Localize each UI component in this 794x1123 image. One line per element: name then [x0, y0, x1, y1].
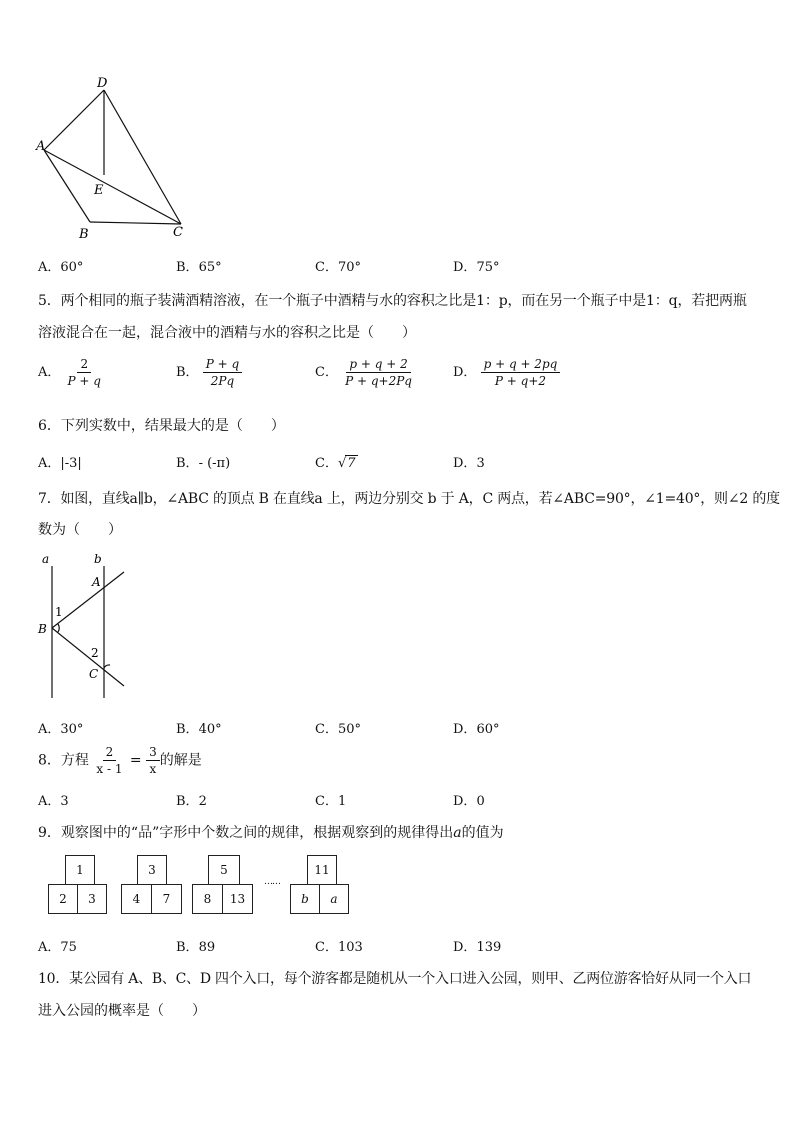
- q5-option-d[interactable]: D． $\frac{p + q + 2pq}{P + q+2}$: [453, 357, 560, 388]
- q9-stem: 9．观察图中的“品”字形中个数之间的规律，根据观察到的规律得出a的值为: [38, 825, 504, 841]
- q9-group-2-top: 3: [137, 855, 167, 885]
- q9-group-2-left: 4: [121, 884, 152, 914]
- q9-group-2-right: 7: [151, 884, 182, 914]
- q8-rhs-fraction: $\frac{3}{x}$: [146, 745, 160, 776]
- q9-group-4-top: 11: [307, 855, 337, 885]
- q5-stem-line1: 5．两个相同的瓶子装满酒精溶液，在一个瓶子中酒精与水的容积之比是1：p，而在另一个瓶子中是1：q，若把两瓶: [38, 293, 747, 309]
- q9-option-c[interactable]: C．103: [315, 940, 363, 955]
- q7-stem-line1: 7．如图，直线a∥b，∠ABC 的顶点 B 在直线a 上，两边分别交 b 于 A，C 两点，若∠ABC=90°，∠1=40°，则∠2 的度: [38, 491, 780, 507]
- q7-label-C: C: [89, 667, 99, 681]
- q9-group-3-left: 8: [192, 884, 223, 914]
- q5-option-b[interactable]: B． $\frac{P + q}{2Pq}$: [176, 357, 242, 388]
- q7-figure: [32, 548, 132, 703]
- q7-option-d[interactable]: D．60°: [453, 722, 500, 737]
- q4-label-B: B: [79, 227, 89, 242]
- q6-option-c[interactable]: C．√7: [315, 456, 356, 471]
- q4-option-c[interactable]: C．70°: [315, 260, 361, 275]
- q4-option-b[interactable]: B．65°: [176, 260, 222, 275]
- q7-label-B: B: [38, 622, 47, 636]
- q4-figure: [30, 70, 200, 245]
- q9-option-b[interactable]: B．89: [176, 940, 216, 955]
- q8-lhs-fraction: $\frac{2}{x - 1}$: [96, 745, 123, 776]
- q8-option-b[interactable]: B．2: [176, 794, 207, 809]
- q7-option-b[interactable]: B．40°: [176, 722, 222, 737]
- q9-group-1-top: 1: [65, 855, 95, 885]
- q9-option-d[interactable]: D．139: [453, 940, 502, 955]
- q6-option-a[interactable]: A．|-3|: [38, 456, 82, 471]
- q6-option-b[interactable]: B．- (-π): [176, 456, 231, 471]
- q4-option-a[interactable]: A．60°: [38, 260, 84, 275]
- q9-group-1-left: 2: [48, 884, 78, 914]
- q7-option-c[interactable]: C．50°: [315, 722, 361, 737]
- q9-group-4-right: a: [319, 884, 349, 914]
- q7-stem-line2: 数为（ ）: [38, 522, 122, 538]
- q9-option-a[interactable]: A．75: [38, 940, 77, 955]
- q7-label-b: b: [94, 552, 102, 566]
- q7-label-A: A: [92, 575, 101, 589]
- q8-stem: 8．方程 $\frac{2}{x - 1}$ = $\frac{3}{x}$ 的解是: [38, 745, 202, 776]
- q7-label-2: 2: [91, 646, 99, 660]
- q7-label-a: a: [42, 552, 50, 566]
- q4-label-E: E: [94, 183, 104, 198]
- q5-option-c[interactable]: C． $\frac{p + q + 2}{P + q+2Pq}$: [315, 357, 415, 388]
- q9-group-4-left: b: [290, 884, 320, 914]
- q7-option-a[interactable]: A．30°: [38, 722, 84, 737]
- q5-option-a[interactable]: A． $\frac{2}{P + q}$: [38, 357, 104, 388]
- q9-group-1-right: 3: [77, 884, 107, 914]
- q7-label-1: 1: [55, 605, 63, 619]
- q4-label-C: C: [173, 225, 183, 240]
- q9-group-3-top: 5: [208, 855, 240, 885]
- q4-label-D: D: [97, 76, 108, 91]
- q8-option-c[interactable]: C．1: [315, 794, 347, 809]
- q9-group-3-right: 13: [222, 884, 253, 914]
- q5-option-d-fraction: $\frac{p + q + 2pq}{P + q+2}$: [481, 357, 561, 388]
- q5-option-c-fraction: $\frac{p + q + 2}{P + q+2Pq}$: [345, 357, 412, 388]
- q8-option-d[interactable]: D．0: [453, 794, 485, 809]
- q10-stem-line2: 进入公园的概率是（ ）: [38, 1003, 206, 1019]
- q5-option-b-fraction: $\frac{P + q}{2Pq}$: [203, 357, 242, 388]
- sqrt-icon: √: [337, 456, 347, 471]
- q8-option-a[interactable]: A．3: [38, 794, 69, 809]
- q5-option-a-fraction: $\frac{2}{P + q}$: [67, 357, 101, 388]
- q5-stem-line2: 溶液混合在一起，混合液中的酒精与水的容积之比是（ ）: [38, 325, 416, 341]
- q10-stem-line1: 10．某公园有 A、B、C、D 四个入口，每个游客都是随机从一个入口进入公园，则甲、乙两位游客恰好从同一个入口: [38, 971, 752, 987]
- q4-option-d[interactable]: D．75°: [453, 260, 500, 275]
- q6-stem: 6．下列实数中，结果最大的是（ ）: [38, 418, 285, 434]
- q6-option-d[interactable]: D．3: [453, 456, 485, 471]
- q4-label-A: A: [36, 139, 46, 154]
- q9-ellipsis: ……: [264, 877, 280, 887]
